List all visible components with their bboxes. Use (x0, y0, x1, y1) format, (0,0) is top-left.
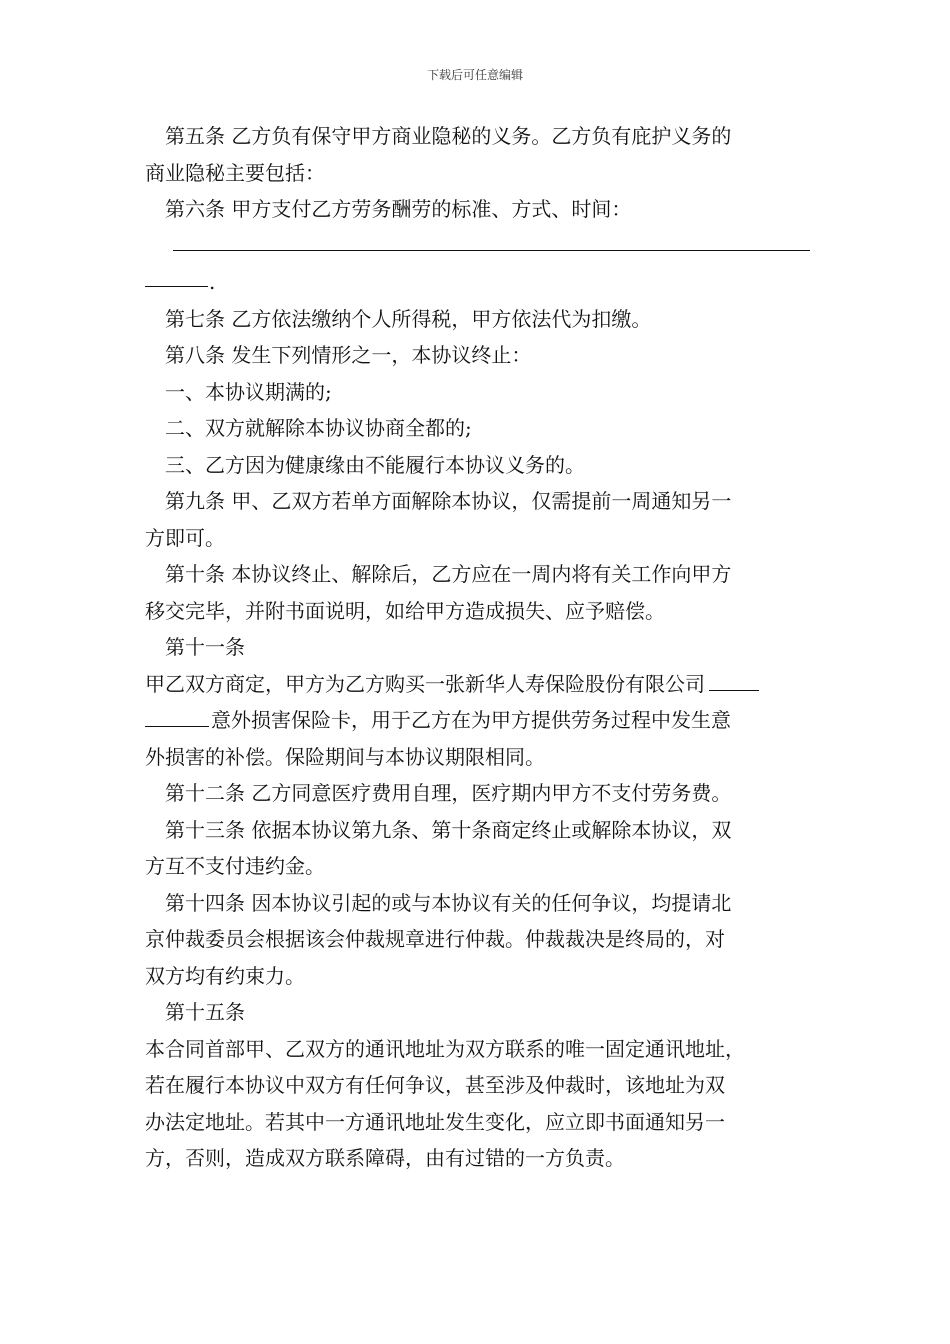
article-15-title: 第十五条 (165, 1000, 245, 1024)
page-header: 下载后可任意编辑 (426, 68, 523, 82)
article-12: 第十二条 乙方同意医疗费用自理，医疗期内甲方不支付劳务费。 (165, 781, 732, 805)
article-11-line-3: 外损害的补偿。保险期间与本协议期限相同。 (145, 744, 545, 769)
period-mark: . (209, 270, 216, 294)
article-11-line-1 (145, 666, 810, 703)
article-11-title: 第十一条 (165, 635, 245, 659)
article-8-item-1: 一、本协议期满的; (165, 379, 332, 404)
article-10-line-2: 移交完毕，并附书面说明，如给甲方造成损失、应予赔偿。 (145, 598, 665, 623)
document-body (145, 118, 810, 1177)
blank-fill-line-end (145, 264, 810, 301)
article-8: 第八条 发生下列情形之一，本协议终止： (165, 343, 532, 367)
article-7: 第七条 乙方依法缴纳个人所得税，甲方依法代为扣缴。 (165, 306, 652, 331)
article-15-line-2: 若在履行本协议中双方有任何争议，甚至涉及仲裁时，该地址为双 (145, 1073, 725, 1097)
article-13-line-1: 第十三条 依据本协议第九条、第十条商定终止或解除本协议，双 (165, 817, 732, 842)
article-8-item-3: 三、乙方因为健康缘由不能履行本协议义务的。 (165, 452, 585, 477)
article-14-line-2: 京仲裁委员会根据该会仲裁规章进行仲裁。仲裁裁决是终局的，对 (145, 927, 725, 951)
article-15-line-1: 本合同首部甲、乙双方的通讯地址为双方联系的唯一固定通讯地址， (145, 1036, 745, 1061)
article-5-line-2: 商业隐秘主要包括： (145, 160, 325, 185)
article-11-line-2 (145, 702, 810, 739)
article-8-item-2: 二、双方就解除本协议协商全都的; (165, 416, 472, 440)
blank-fill-line (145, 228, 810, 265)
article-6-line-1: 第六条 甲方支付乙方劳务酬劳的标准、方式、时间： (165, 197, 632, 221)
article-14-line-3: 双方均有约束力。 (145, 963, 305, 988)
article-10-line-1: 第十条 本协议终止、解除后，乙方应在一周内将有关工作向甲方 (165, 562, 732, 586)
article-13-line-2: 方互不支付违约金。 (145, 854, 325, 878)
article-9-line-1: 第九条 甲、乙双方若单方面解除本协议，仅需提前一周通知另一 (165, 489, 732, 513)
blank-fill (145, 702, 209, 727)
blank-fill (709, 666, 759, 691)
article-14-line-1: 第十四条 因本协议引起的或与本协议有关的任何争议，均提请北 (165, 890, 732, 915)
article-11-text-2: 意外损害保险卡，用于乙方在为甲方提供劳务过程中发生意 (211, 708, 731, 732)
article-11-text-1: 甲乙双方商定，甲方为乙方购买一张新华人寿保险股份有限公司 (145, 671, 705, 696)
article-9-line-2: 方即可。 (145, 525, 225, 550)
article-15-line-4: 方，否则，造成双方联系障碍，由有过错的一方负责。 (145, 1146, 625, 1170)
article-15-line-3: 办法定地址。若其中一方通讯地址发生变化，应立即书面通知另一 (145, 1109, 725, 1134)
article-5-line-1: 第五条 乙方负有保守甲方商业隐秘的义务。乙方负有庇护义务的 (165, 124, 732, 148)
